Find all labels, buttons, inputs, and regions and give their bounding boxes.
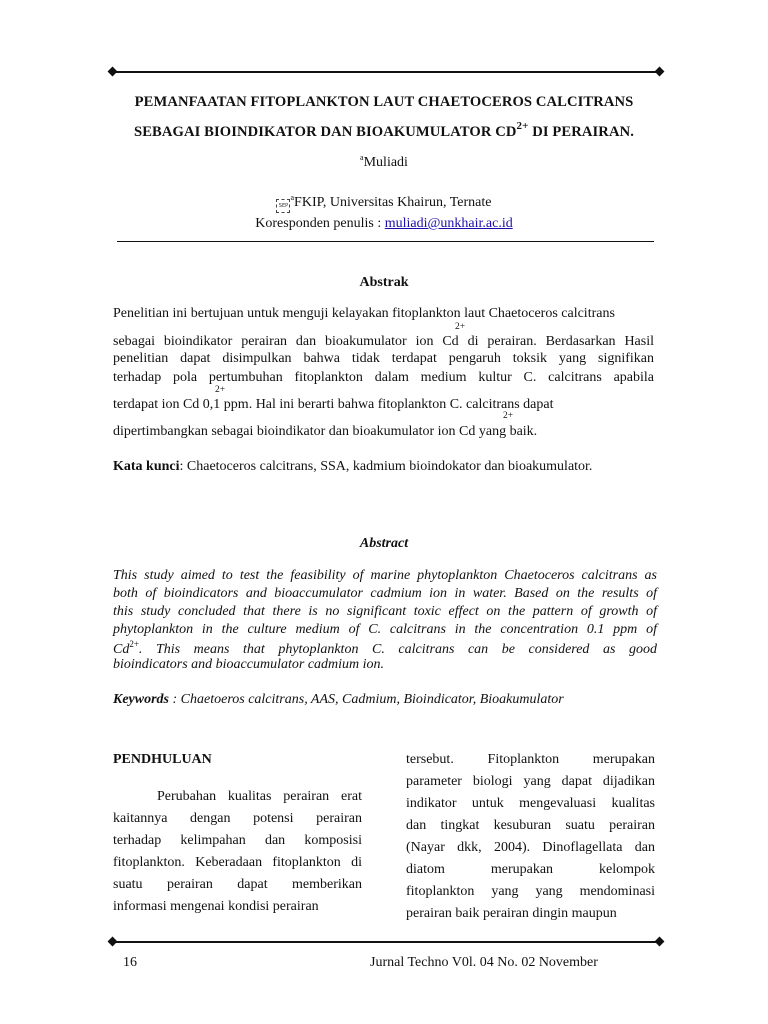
left-column-line: informasi mengenai kondisi perairan [113, 899, 319, 914]
abstrak-superscript: 2+ [215, 385, 226, 395]
affiliation [0, 193, 768, 213]
top-rule [113, 71, 659, 73]
affiliation-text: FKIP, Universitas Khairun, Ternate [294, 195, 492, 210]
abstrak-line: penelitian dapat disimpulkan bahwa tidak terdapat pengaruh toksik yang signifikan [113, 351, 654, 366]
affiliation-marker: a [290, 193, 295, 202]
abstrak-line: terdapat ion Cd 0,1 ppm. Hal ini berarti bahwa fitoplankton C. calcitrans dapat [113, 397, 554, 412]
left-column-line: Perubahan kualitas perairan erat [157, 789, 362, 804]
abstract-line: This study aimed to test the feasibility of marine phytoplankton Chaetoceros calcitrans as [113, 568, 657, 583]
left-column-line: fitoplankton. Keberadaan fitoplankton di [113, 855, 362, 870]
journal-info: Jurnal Techno V0l. 04 No. 02 November [370, 955, 598, 970]
abstrak-superscript: 2+ [503, 411, 514, 421]
bottom-rule [113, 941, 659, 943]
header-divider [117, 241, 654, 242]
kata-kunci-text: : Chaetoceros calcitrans, SSA, kadmium bioindokator dan bioakumulator. [179, 459, 593, 474]
title-line-1: PEMANFAATAN FITOPLANKTON LAUT CHAETOCEROS CALCITRANS [134, 94, 634, 110]
kata-kunci [113, 459, 592, 475]
section-heading: PENDHULUAN [113, 752, 212, 767]
abstrak-line: dipertimbangkan sebagai bioindikator dan bioakumulator ion Cd yang baik. [113, 424, 538, 439]
abstract-cd: Cd [113, 642, 130, 657]
correspondent-label: Koresponden penulis : [255, 216, 385, 231]
keywords-text: : Chaetoeros calcitrans, AAS, Cadmium, Bioindicator, Bioakumulator [169, 692, 564, 707]
title-superscript: 2+ [516, 120, 529, 132]
title-line-2 [0, 120, 768, 141]
right-column-line: parameter biologi yang dapat dijadikan [406, 774, 655, 789]
page-number: 16 [123, 955, 137, 970]
left-column-line: kaitannya dengan potensi perairan [113, 811, 362, 826]
right-column-line: dan tingkat kesuburan suatu perairan [406, 818, 655, 833]
abstract-superscript: 2+ [129, 639, 139, 649]
correspondent [0, 216, 768, 232]
abstract-line: bioindicators and bioaccumulator cadmium ion. [113, 657, 385, 672]
right-column-line: tersebut. Fitoplankton merupakan [406, 752, 655, 767]
right-column-line: diatom merupakan kelompok [406, 862, 655, 877]
abstract-line: both of bioindicators and bioaccumulator cadmium ion in water. Based on the results of [113, 586, 657, 601]
author-marker: a [360, 153, 364, 162]
right-column-line: (Nayar dkk, 2004). Dinoflagellata dan [406, 840, 655, 855]
kata-kunci-label: Kata kunci [113, 459, 180, 474]
author [0, 153, 768, 171]
abstrak-superscript: 2+ [455, 322, 466, 332]
sep-glyph-icon: SEP [276, 199, 290, 213]
abstract-line [113, 639, 657, 658]
right-column-line: indikator untuk mengevaluasi kualitas [406, 796, 655, 811]
keywords-label: Keywords [113, 692, 169, 707]
abstrak-line: sebagai bioindikator perairan dan bioakumulator ion Cd di perairan. Berdasarkan Hasil [113, 334, 654, 349]
keywords [113, 692, 564, 708]
author-name: Muliadi [363, 155, 408, 170]
abstrak-heading: Abstrak [359, 275, 409, 290]
abstrak-line: Penelitian ini bertujuan untuk menguji kelayakan fitoplankton laut Chaetoceros calcitrans [113, 306, 615, 321]
right-column-line: perairan baik perairan dingin maupun [406, 906, 617, 921]
title-line-2-end: DI PERAIRAN. [528, 124, 634, 140]
abstrak-line: terhadap pola pertumbuhan fitoplankton dalam medium kultur C. calcitrans apabila [113, 370, 654, 385]
correspondent-email-link[interactable]: muliadi@unkhair.ac.id [384, 216, 513, 231]
title-line-2-text: SEBAGAI BIOINDIKATOR DAN BIOAKUMULATOR CD [134, 124, 517, 140]
left-column-line: terhadap kelimpahan dan komposisi [113, 833, 362, 848]
right-column-line: fitoplankton yang yang mendominasi [406, 884, 655, 899]
abstract-line: phytoplankton in the culture medium of C. calcitrans in the concentration 0.1 ppm of [113, 622, 657, 637]
abstract-line-5-text: . This means that phytoplankton C. calcitrans can be considered as good [138, 642, 657, 657]
abstract-heading: Abstract [359, 536, 409, 551]
left-column-line: suatu perairan dapat memberikan [113, 877, 362, 892]
abstract-line: this study concluded that there is no significant toxic effect on the pattern of growth of [113, 604, 657, 619]
